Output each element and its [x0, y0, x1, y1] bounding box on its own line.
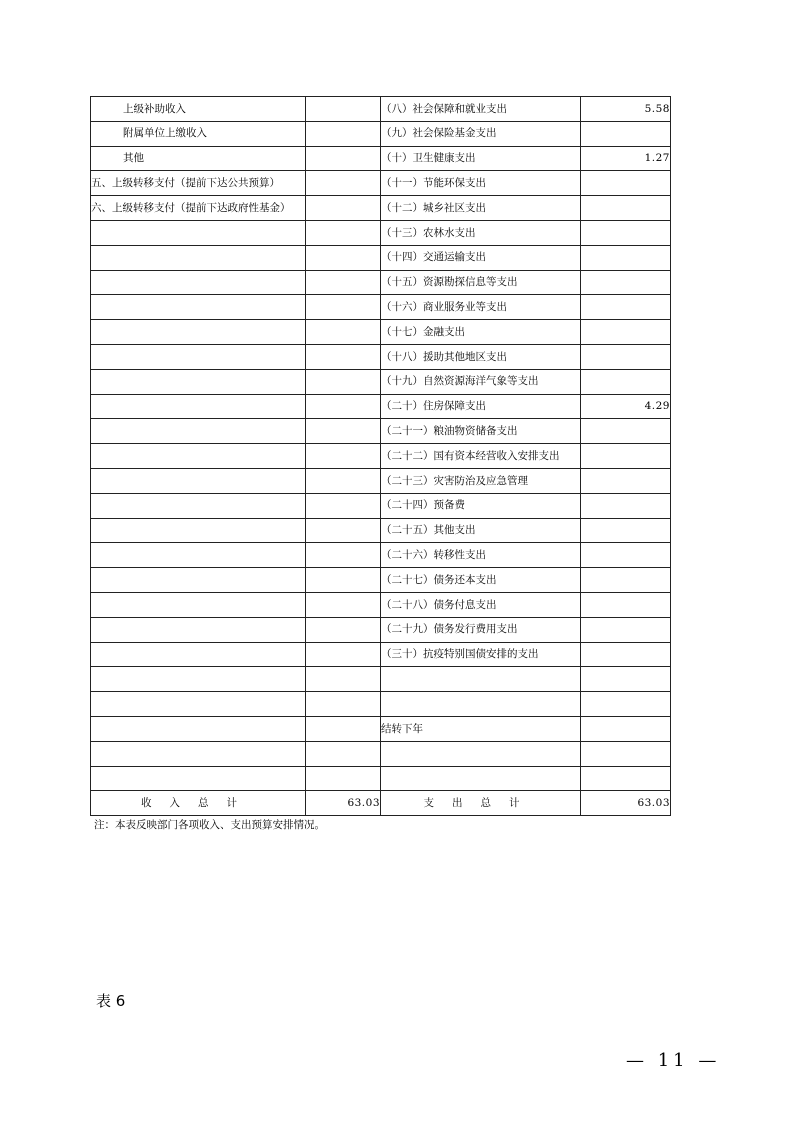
- income-item-label: [91, 617, 306, 642]
- income-item-value: [306, 220, 381, 245]
- expense-item-label: （三十）抗疫特别国债安排的支出: [381, 642, 581, 667]
- table-row: [91, 518, 671, 543]
- expense-item-value: [581, 369, 671, 394]
- expense-item-label: （十七）金融支出: [381, 320, 581, 345]
- table-row: [91, 369, 671, 394]
- income-item-value: [306, 493, 381, 518]
- income-item-value: [306, 196, 381, 221]
- income-item-value: [306, 592, 381, 617]
- income-item-label: [91, 369, 306, 394]
- expense-item-value: [581, 592, 671, 617]
- income-total-label: 收入总计: [91, 791, 306, 816]
- income-item-label: 附属单位上缴收入: [91, 121, 306, 146]
- expense-item-label: （十六）商业服务业等支出: [381, 295, 581, 320]
- expense-item-value: [581, 419, 671, 444]
- expense-item-label: （二十四）预备费: [381, 493, 581, 518]
- expense-item-label: （二十二）国有资本经营收入安排支出: [381, 444, 581, 469]
- table-row: [91, 196, 671, 221]
- expense-item-value: [581, 270, 671, 295]
- budget-table-body: [91, 97, 671, 816]
- expense-item-label: （八）社会保障和就业支出: [381, 97, 581, 122]
- expense-item-label: （十二）城乡社区支出: [381, 196, 581, 221]
- income-item-label: [91, 320, 306, 345]
- income-item-value: [306, 394, 381, 419]
- income-item-label: [91, 245, 306, 270]
- table-row: [91, 716, 671, 741]
- expense-item-label: （二十五）其他支出: [381, 518, 581, 543]
- expense-item-value: [581, 320, 671, 345]
- table-row: [91, 568, 671, 593]
- expense-item-value: [581, 468, 671, 493]
- expense-item-value: [581, 493, 671, 518]
- income-item-label: [91, 468, 306, 493]
- expense-item-value: [581, 617, 671, 642]
- expense-item-label: （二十六）转移性支出: [381, 543, 581, 568]
- expense-item-value: [581, 171, 671, 196]
- income-item-value: [306, 692, 381, 717]
- income-item-label: [91, 741, 306, 766]
- income-item-label: [91, 394, 306, 419]
- next-table-title: 表 6: [96, 992, 126, 1010]
- expense-item-value: [581, 220, 671, 245]
- expense-item-label: （十四）交通运输支出: [381, 245, 581, 270]
- income-item-label: [91, 344, 306, 369]
- income-item-value: [306, 716, 381, 741]
- table-row: [91, 667, 671, 692]
- expense-item-value: 1.27: [581, 146, 671, 171]
- income-item-label: 五、上级转移支付（提前下达公共预算）: [91, 171, 306, 196]
- expense-item-value: [581, 766, 671, 791]
- expense-item-label: [381, 667, 581, 692]
- expense-item-value: 5.58: [581, 97, 671, 122]
- expense-item-value: [581, 295, 671, 320]
- income-item-label: [91, 592, 306, 617]
- income-item-label: [91, 716, 306, 741]
- income-item-label: [91, 692, 306, 717]
- income-item-label: [91, 295, 306, 320]
- income-item-value: [306, 444, 381, 469]
- table-row: [91, 121, 671, 146]
- expense-item-label: （十八）援助其他地区支出: [381, 344, 581, 369]
- income-item-label: [91, 444, 306, 469]
- expense-item-value: [581, 692, 671, 717]
- expense-item-value: [581, 716, 671, 741]
- table-row: [91, 444, 671, 469]
- expense-item-value: [581, 543, 671, 568]
- income-item-label: [91, 220, 306, 245]
- income-item-label: [91, 270, 306, 295]
- expense-item-value: [581, 344, 671, 369]
- table-row: [91, 692, 671, 717]
- expense-total-label: 支出总计: [381, 791, 581, 816]
- income-item-value: [306, 146, 381, 171]
- table-row: [91, 741, 671, 766]
- expense-item-label: （二十）住房保障支出: [381, 394, 581, 419]
- expense-item-label: （九）社会保险基金支出: [381, 121, 581, 146]
- income-item-label: [91, 766, 306, 791]
- income-item-label: [91, 642, 306, 667]
- income-item-value: [306, 766, 381, 791]
- table-note: 注：本表反映部门各项收入、支出预算安排情况。: [94, 819, 325, 831]
- income-item-label: 六、上级转移支付（提前下达政府性基金）: [91, 196, 306, 221]
- income-item-value: [306, 320, 381, 345]
- table-row: [91, 344, 671, 369]
- table-row: [91, 171, 671, 196]
- income-item-value: [306, 741, 381, 766]
- expense-item-label: （二十七）债务还本支出: [381, 568, 581, 593]
- expense-item-label: （二十三）灾害防治及应急管理: [381, 468, 581, 493]
- table-row: [91, 592, 671, 617]
- table-row: [91, 493, 671, 518]
- page-number: — 11 —: [626, 1050, 721, 1071]
- income-item-value: [306, 667, 381, 692]
- income-item-label: [91, 493, 306, 518]
- income-item-value: [306, 419, 381, 444]
- table-row: [91, 97, 671, 122]
- expense-item-value: [581, 444, 671, 469]
- expense-item-label: （十九）自然资源海洋气象等支出: [381, 369, 581, 394]
- income-item-label: [91, 543, 306, 568]
- expense-item-value: [581, 245, 671, 270]
- expense-item-value: [581, 121, 671, 146]
- income-item-label: [91, 667, 306, 692]
- table-row: [91, 419, 671, 444]
- expense-item-label: [381, 766, 581, 791]
- expense-item-label: （二十八）债务付息支出: [381, 592, 581, 617]
- income-item-label: 上级补助收入: [91, 97, 306, 122]
- income-total-value: 63.03: [306, 791, 381, 816]
- expense-item-value: [581, 518, 671, 543]
- table-row: [91, 220, 671, 245]
- income-item-value: [306, 369, 381, 394]
- expense-item-label: [381, 692, 581, 717]
- table-row: [91, 146, 671, 171]
- table-row: [91, 245, 671, 270]
- table-row: [91, 468, 671, 493]
- income-item-value: [306, 568, 381, 593]
- income-item-label: [91, 419, 306, 444]
- income-item-value: [306, 295, 381, 320]
- expense-item-value: 4.29: [581, 394, 671, 419]
- income-item-label: [91, 568, 306, 593]
- expense-item-label: （十）卫生健康支出: [381, 146, 581, 171]
- income-item-value: [306, 270, 381, 295]
- income-item-value: [306, 617, 381, 642]
- table-row: [91, 543, 671, 568]
- income-item-value: [306, 518, 381, 543]
- expense-item-label: （十五）资源勘探信息等支出: [381, 270, 581, 295]
- income-item-label: [91, 518, 306, 543]
- expense-item-value: [581, 667, 671, 692]
- income-item-value: [306, 543, 381, 568]
- table-row: [91, 617, 671, 642]
- expense-item-value: [581, 196, 671, 221]
- income-item-value: [306, 344, 381, 369]
- table-row: [91, 766, 671, 791]
- income-item-value: [306, 97, 381, 122]
- expense-item-label: （二十一）粮油物资储备支出: [381, 419, 581, 444]
- table-row: [91, 295, 671, 320]
- expense-item-label: （二十九）债务发行费用支出: [381, 617, 581, 642]
- table-row: [91, 642, 671, 667]
- expense-item-label: （十一）节能环保支出: [381, 171, 581, 196]
- budget-summary-table: [90, 96, 671, 816]
- income-item-value: [306, 642, 381, 667]
- expense-item-value: [581, 642, 671, 667]
- income-item-value: [306, 468, 381, 493]
- expense-total-value: 63.03: [581, 791, 671, 816]
- expense-item-label: （十三）农林水支出: [381, 220, 581, 245]
- income-item-value: [306, 121, 381, 146]
- table-row: [91, 320, 671, 345]
- table-row: [91, 270, 671, 295]
- expense-item-value: [581, 568, 671, 593]
- table-row: [91, 394, 671, 419]
- expense-item-label: [381, 741, 581, 766]
- expense-item-label: 结转下年: [381, 716, 581, 741]
- expense-item-value: [581, 741, 671, 766]
- income-item-value: [306, 245, 381, 270]
- totals-row: [91, 791, 671, 816]
- income-item-value: [306, 171, 381, 196]
- income-item-label: 其他: [91, 146, 306, 171]
